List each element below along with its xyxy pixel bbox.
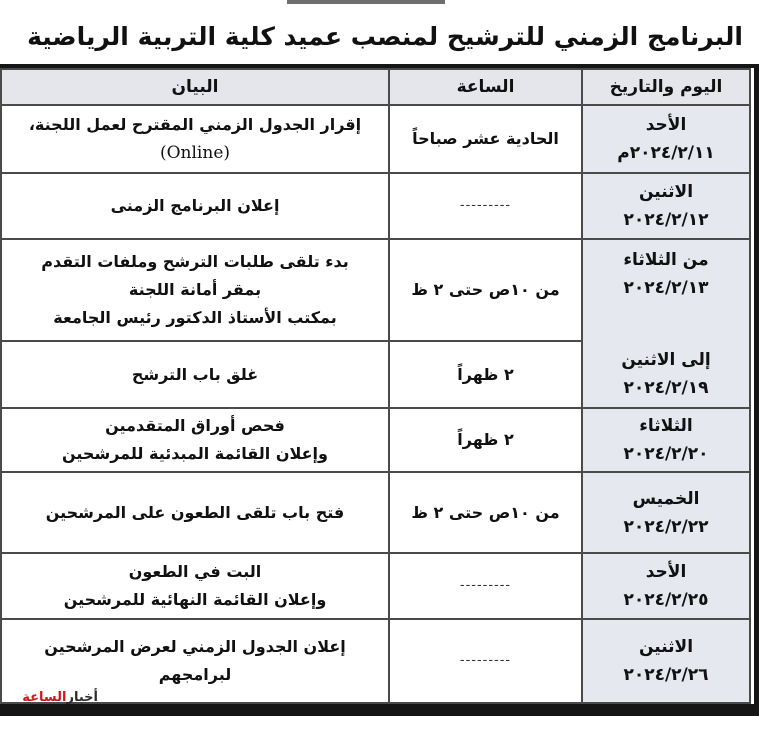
- desc-line-online: (Online): [159, 143, 231, 163]
- desc-line: إعلان الجدول الزمني لعرض المرشحين: [44, 637, 346, 656]
- time-cell-empty: ---------: [389, 619, 582, 703]
- time-cell-empty: ---------: [389, 173, 582, 239]
- desc-cell: [1, 341, 389, 408]
- table-row: [1, 408, 750, 472]
- top-decorative-bar: [287, 0, 445, 4]
- day-label-start: من الثلاثاء: [623, 249, 709, 270]
- desc-line: لبرامجهم: [158, 665, 232, 684]
- desc-line: إقرار الجدول الزمني المقترح لعمل اللجنة،: [28, 115, 362, 134]
- table-row: [1, 239, 750, 341]
- table-row: [1, 553, 750, 619]
- desc-cell: [1, 553, 389, 619]
- date-value-start: ٢٠٢٤/٢/١٣: [623, 277, 709, 298]
- desc-line: فتح باب تلقى الطعون على المرشحين: [45, 502, 345, 522]
- header-date: اليوم والتاريخ: [582, 69, 750, 105]
- watermark-logo: [14, 689, 98, 707]
- day-label: الخميس: [632, 488, 700, 509]
- time-cell: من ١٠ص حتى ٢ ظ: [389, 239, 582, 341]
- table-row: [1, 619, 750, 703]
- desc-line: بمكتب الأستاذ الدكتور رئيس الجامعة: [53, 308, 337, 327]
- time-cell: الحادية عشر صباحاً: [389, 105, 582, 173]
- date-cell: [582, 408, 750, 472]
- day-label: الثلاثاء: [639, 416, 693, 436]
- table-row: [1, 105, 750, 173]
- table-header-row: [1, 69, 750, 105]
- spacer: [589, 302, 743, 346]
- time-cell: من ١٠ص حتى ٢ ظ: [389, 472, 582, 553]
- time-cell-empty: ---------: [389, 553, 582, 619]
- time-cell: ٢ ظهراً: [389, 341, 582, 408]
- desc-line: وإعلان القائمة المبدئية للمرشحين: [62, 444, 328, 463]
- table-row: [1, 472, 750, 553]
- desc-line: البت في الطعون: [128, 562, 262, 581]
- day-label: الاثنين: [638, 182, 694, 202]
- desc-line: إعلان البرنامج الزمنى: [110, 196, 280, 215]
- desc-cell: [1, 472, 389, 553]
- header-time: الساعة: [389, 69, 582, 105]
- day-label: الأحد: [645, 562, 687, 582]
- watermark-part2: الساعة: [22, 690, 67, 705]
- table-row: [1, 173, 750, 239]
- date-cell: [582, 553, 750, 619]
- header-desc: البيان: [1, 69, 389, 105]
- schedule-table: [0, 68, 751, 704]
- desc-cell: [1, 105, 389, 173]
- desc-cell: [1, 173, 389, 239]
- desc-line: غلق باب الترشح: [131, 364, 259, 384]
- desc-line: فحص أوراق المتقدمين: [105, 416, 285, 435]
- date-value-end: ٢٠٢٤/٢/١٩: [623, 377, 709, 398]
- desc-line: بدء تلقى طلبات الترشح وملفات التقدم: [41, 252, 349, 271]
- desc-line: بمقر أمانة اللجنة: [128, 280, 262, 299]
- day-label-end: إلى الاثنين: [621, 349, 711, 370]
- schedule-table-frame: [0, 64, 759, 716]
- watermark-part1: أخبار: [66, 690, 98, 705]
- date-value: ٢٠٢٤/٢/١٢: [623, 210, 709, 230]
- date-value: ٢٠٢٤/٢/٢٥: [623, 590, 709, 610]
- date-value: ٢٠٢٤/٢/٢٦: [623, 665, 709, 685]
- date-cell: [582, 472, 750, 553]
- day-label: الأحد: [645, 115, 687, 135]
- date-value: ٢٠٢٤/٢/١١م: [617, 143, 715, 163]
- date-cell: [582, 173, 750, 239]
- desc-cell: [1, 408, 389, 472]
- date-range-cell: [582, 239, 750, 408]
- date-value: ٢٠٢٤/٢/٢٠: [623, 444, 709, 464]
- date-cell: [582, 105, 750, 173]
- date-value: ٢٠٢٤/٢/٢٢: [623, 516, 709, 537]
- document-title: البرنامج الزمني للترشيح لمنصب عميد كلية التربية الرياضية: [27, 22, 743, 51]
- desc-line: وإعلان القائمة النهائية للمرشحين: [63, 590, 327, 609]
- date-cell: [582, 619, 750, 703]
- time-cell: ٢ ظهراً: [389, 408, 582, 472]
- desc-cell: [1, 239, 389, 341]
- day-label: الاثنين: [638, 637, 694, 657]
